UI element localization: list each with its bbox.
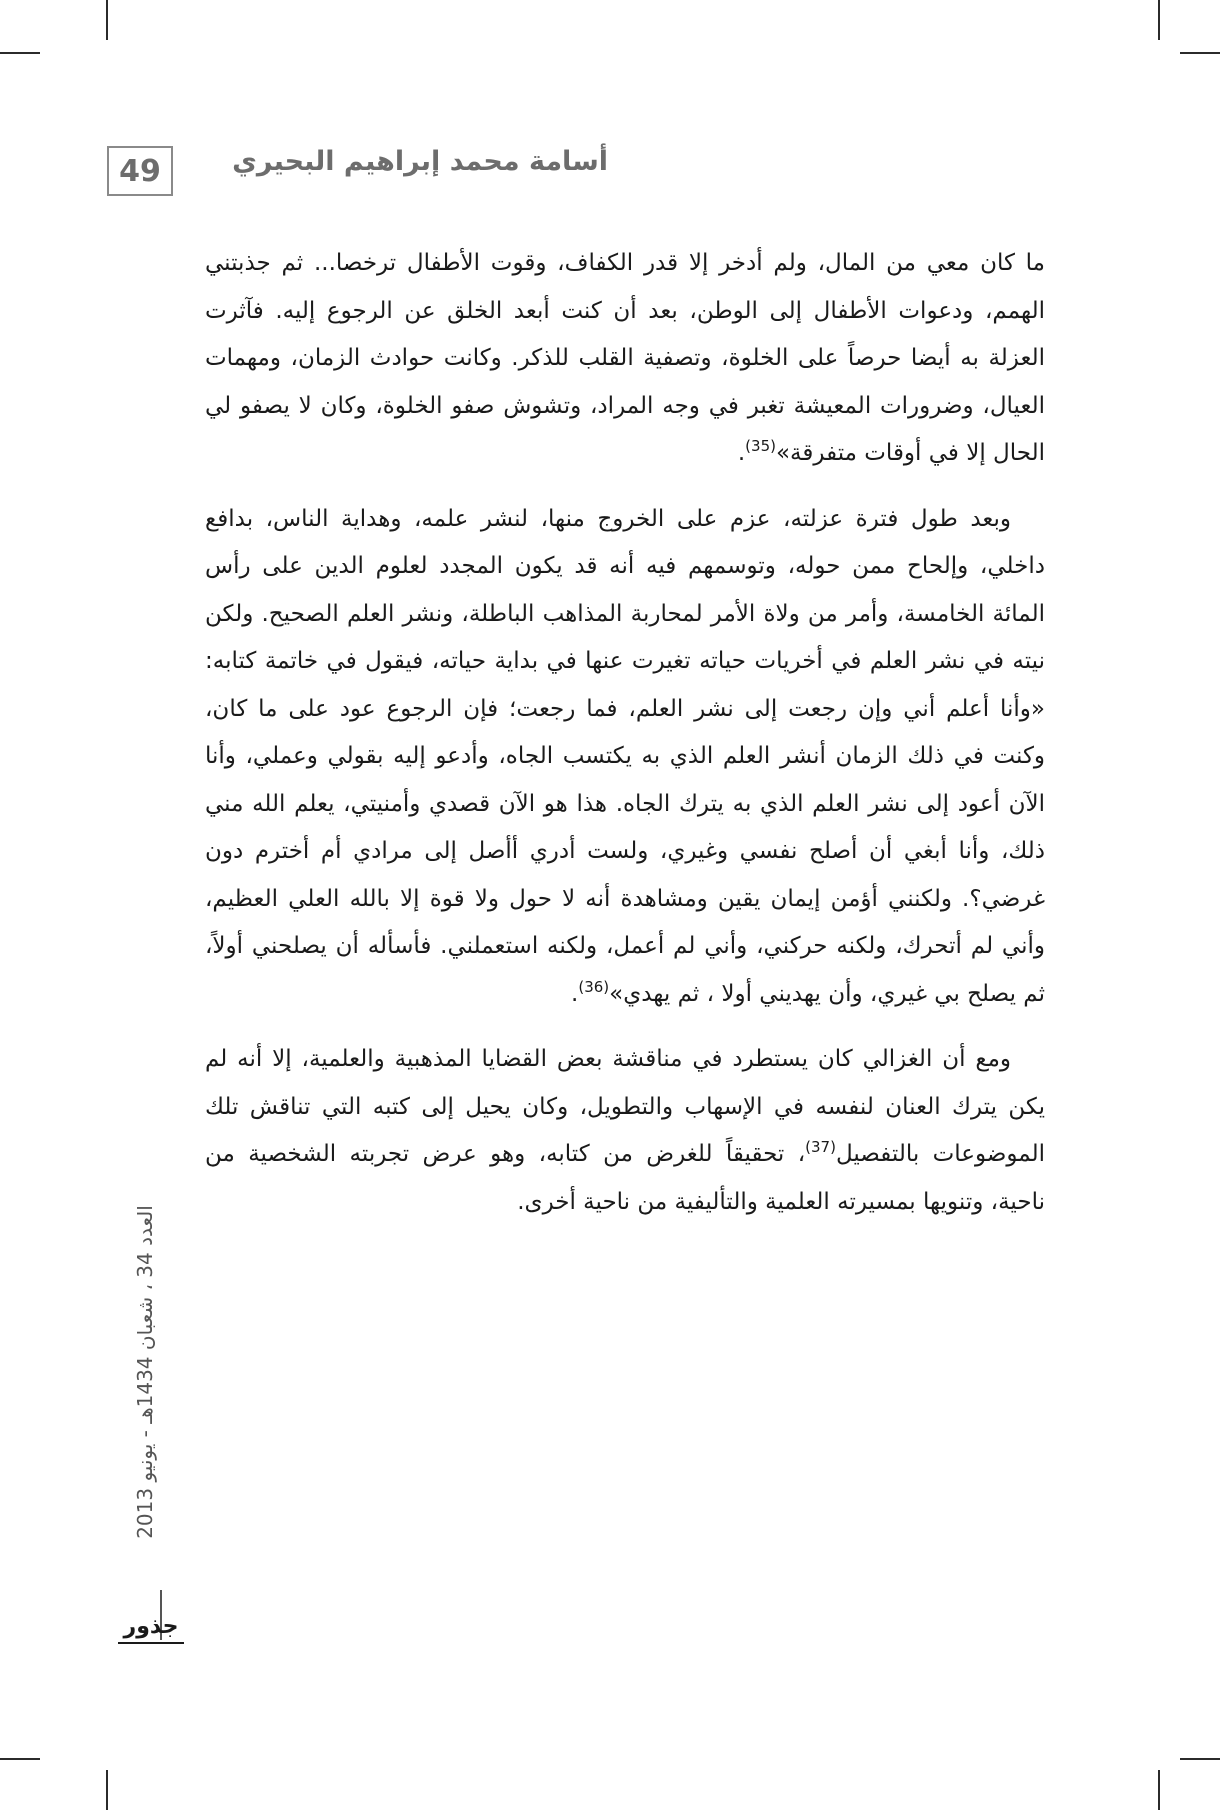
crop-mark-bottom-left-v — [106, 1770, 108, 1810]
issue-info-vertical: العدد 34 ، شعبان 1434هـ - يونيو 2013 — [133, 1205, 157, 1539]
footnote-ref-36[interactable]: (36) — [578, 977, 610, 996]
crop-mark-bottom-right-h — [1180, 1758, 1220, 1760]
page-number-text: 49 — [119, 153, 161, 189]
paragraph-3-rest: ، تحقيقاً للغرض من كتابه، وهو عرض تجربته الشخصية من ناحية، وتنويها بمسيرته العلمية والتأليفية من ناحية أخرى. — [205, 1141, 1045, 1215]
crop-mark-bottom-left-h — [0, 1758, 40, 1760]
page-number — [107, 146, 173, 196]
crop-mark-top-left-v — [106, 0, 108, 40]
crop-mark-bottom-right-v — [1158, 1770, 1160, 1810]
running-head-author: أسامة محمد إبراهيم البحيري — [232, 146, 608, 177]
journal-logo: جذور — [118, 1612, 184, 1644]
crop-mark-top-right-v — [1158, 0, 1160, 40]
footnote-ref-37[interactable]: (37) — [805, 1138, 836, 1156]
paragraph-2-text: وبعد طول فترة عزلته، عزم على الخروج منها، لنشر علمه، وهداية الناس، بدافع داخلي، وإلحاح ممن حوله، وتوسمهم فيه أنه قد يكون المجدد لعلوم الدين على رأس المائة الخامسة، وأمر من ولاة الأمر لمحاربة المذاهب الباطلة، ونشر العلم الصحيح. ولكن نيته في نشر العلم في أخريات حياته تغيرت عنها في بداية حياته، فيقول في خاتمة كتابه: «وأنا أعلم أني وإن رجعت إلى نشر العلم، فما رجعت؛ فإن الرجوع عود على ما كان، وكنت في ذلك الزمان أنشر العلم الذي به يكتسب الجاه، وأدعو إليه بقولي وعملي، وأنا الآن أعود إلى نشر العلم الذي به يترك الجاه. هذا هو الآن قصدي وأمنيتي، يعلم الله مني ذلك، وأنا أبغي أن أصلح نفسي وغيري، ولست أدري أأصل إلى مرادي أم أخترم دون غرضي؟. ولكنني أؤمن إيمان يقين ومشاهدة أنه لا حول ولا قوة إلا بالله العلي العظيم، وأني لم أتحرك، ولكنه حركني، وأني لم أعمل، ولكنه استعملني. فأسأله أن يصلحني أولاً، ثم يصلح بي غيري، وأن يهديني أولا ، ثم يهدي» — [205, 505, 1045, 1007]
crop-mark-top-right-h — [1180, 52, 1220, 54]
footnote-ref-35[interactable]: (35) — [745, 437, 776, 455]
paragraph-2-end: . — [571, 980, 579, 1007]
crop-mark-top-left-h — [0, 52, 40, 54]
paragraph-3-text: ومع أن الغزالي كان يستطرد في مناقشة بعض القضايا المذهبية والعلمية، إلا أنه لم يكن يترك العنان لنفسه في الإسهاب والتطويل، وكان يحيل إلى كتبه التي تناقش تلك الموضوعات بالتفصيل — [205, 1046, 1045, 1167]
article-body — [205, 240, 1045, 1226]
paragraph-2 — [205, 496, 1045, 1019]
paragraph-1-end: . — [737, 440, 746, 466]
paragraph-3 — [205, 1036, 1045, 1226]
paragraph-1 — [205, 240, 1045, 478]
paragraph-1-text: ما كان معي من المال، ولم أدخر إلا قدر الكفاف، وقوت الأطفال ترخصا... ثم جذبتني الهمم، ودعوات الأطفال إلى الوطن، بعد أن كنت أبعد الخلق عن الرجوع إليه. فآثرت العزلة به أيضا حرصاً على الخلوة، وتصفية القلب للذكر. وكانت حوادث الزمان، ومهمات العيال، وضرورات المعيشة تغبر في وجه المراد، وتشوش صفو الخلوة، وكان لا يصفو لي الحال إلا في أوقات متفرقة» — [205, 250, 1045, 466]
